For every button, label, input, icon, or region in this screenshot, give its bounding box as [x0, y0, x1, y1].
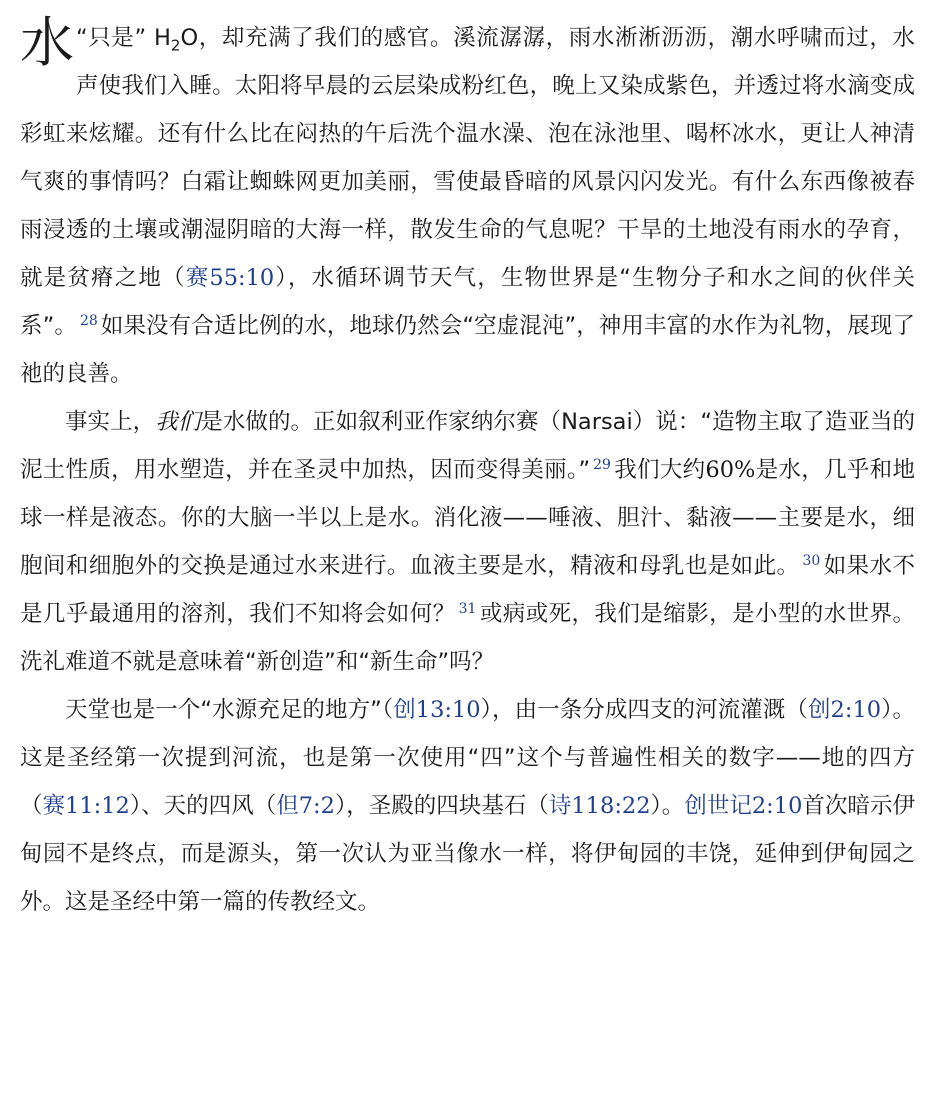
- paragraph-2: [20, 398, 915, 686]
- drop-cap: 水: [20, 11, 74, 74]
- scripture-link-isaiah-11-12[interactable]: 赛11:12: [42, 793, 130, 819]
- italic-text: 我们: [155, 409, 201, 435]
- scripture-link-genesis-2-10[interactable]: 创2:10: [807, 697, 882, 723]
- text-run: ），圣殿的四块基石（: [334, 793, 549, 819]
- percentage-value: 60%: [705, 457, 756, 483]
- text-run: 如果水不是几乎最通用的溶剂，我们不知将会如何？: [20, 553, 915, 627]
- scripture-link-isaiah-55-10[interactable]: 赛55:10: [185, 265, 275, 291]
- subscript: 2: [170, 36, 181, 55]
- paragraph-1: [20, 11, 915, 398]
- text-run: 或病或死，我们是缩影，是小型的水世界。洗礼难道不就是意味着“新创造”和“新生命”吗？: [20, 601, 915, 675]
- text-run: 事实上，: [65, 409, 156, 435]
- text-run: ）。: [650, 793, 685, 819]
- text-run: 如果没有合适比例的水，地球仍然会“空虚混沌”，神用丰富的水作为礼物，展现了祂的良善。: [20, 313, 915, 387]
- text-run: O，却充满了我们的感官。溪流潺潺，雨水淅淅沥沥，潮水呼啸而过，水声使我们入睡。太阳将早晨的云层染成粉红色，晚上又染成紫色，并透过将水滴变成彩虹来炫耀。还有什么比在闷热的午后洗个温水澡、泡在泳池里、喝杯冰水，更让人神清气爽的事情吗？白霜让蜘蛛网更加美丽，雪使最昏暗的风景闪闪发光。有什么东西像被春雨浸透的土壤或潮湿阴暗的大海一样，散发生命的气息呢？干旱的土地没有雨水的孕育，就是贫瘠之地（: [20, 25, 915, 291]
- text-run: ），水循环调节天气，生物世界是“生物分子和水之间的伙伴关系”。: [20, 265, 915, 339]
- text-run: ）。这是圣经第一次提到河流，也是第一次使用“四”这个与普遍性相关的数字——地的四方（: [20, 697, 915, 819]
- scripture-link-genesis-2-10-full[interactable]: 创世记2:10: [684, 793, 803, 819]
- text-run: ）、天的四风（: [129, 793, 277, 819]
- text-run: ），由一条分成四支的河流灌溉（: [480, 697, 808, 723]
- scripture-link-psalm-118-22[interactable]: 诗118:22: [548, 793, 651, 819]
- text-run: 我们大约: [613, 457, 706, 483]
- footnote-link-31[interactable]: 31: [458, 600, 477, 617]
- text-run: 是水做的。正如叙利亚作家纳尔赛（Narsai）说：“造物主取了造亚当的泥土性质，用水塑造，并在圣灵中加热，因而变得美丽。”: [20, 409, 915, 483]
- text-run: 是水，几乎和地球一样是液态。你的大脑一半以上是水。消化液——唾液、胆汁、黏液——主要是水，细胞间和细胞外的交换是通过水来进行。血液主要是水，精液和母乳也是如此。: [20, 457, 915, 579]
- footnote-link-28[interactable]: 28: [79, 312, 98, 329]
- paragraph-3: [20, 686, 915, 926]
- footnote-link-30[interactable]: 30: [802, 552, 821, 569]
- text-run: 首次暗示伊甸园不是终点，而是源头，第一次认为亚当像水一样，将伊甸园的丰饶，延伸到伊甸园之外。这是圣经中第一篇的传教经文。: [20, 793, 915, 915]
- scripture-link-daniel-7-2[interactable]: 但7:2: [276, 793, 335, 819]
- scripture-link-genesis-13-10[interactable]: 创13:10: [393, 697, 481, 723]
- footnote-link-29[interactable]: 29: [593, 456, 611, 473]
- text-run: “只是” H: [76, 25, 171, 51]
- text-run: 天堂也是一个“水源充足的地方”（: [65, 697, 394, 723]
- article-body: [20, 11, 915, 926]
